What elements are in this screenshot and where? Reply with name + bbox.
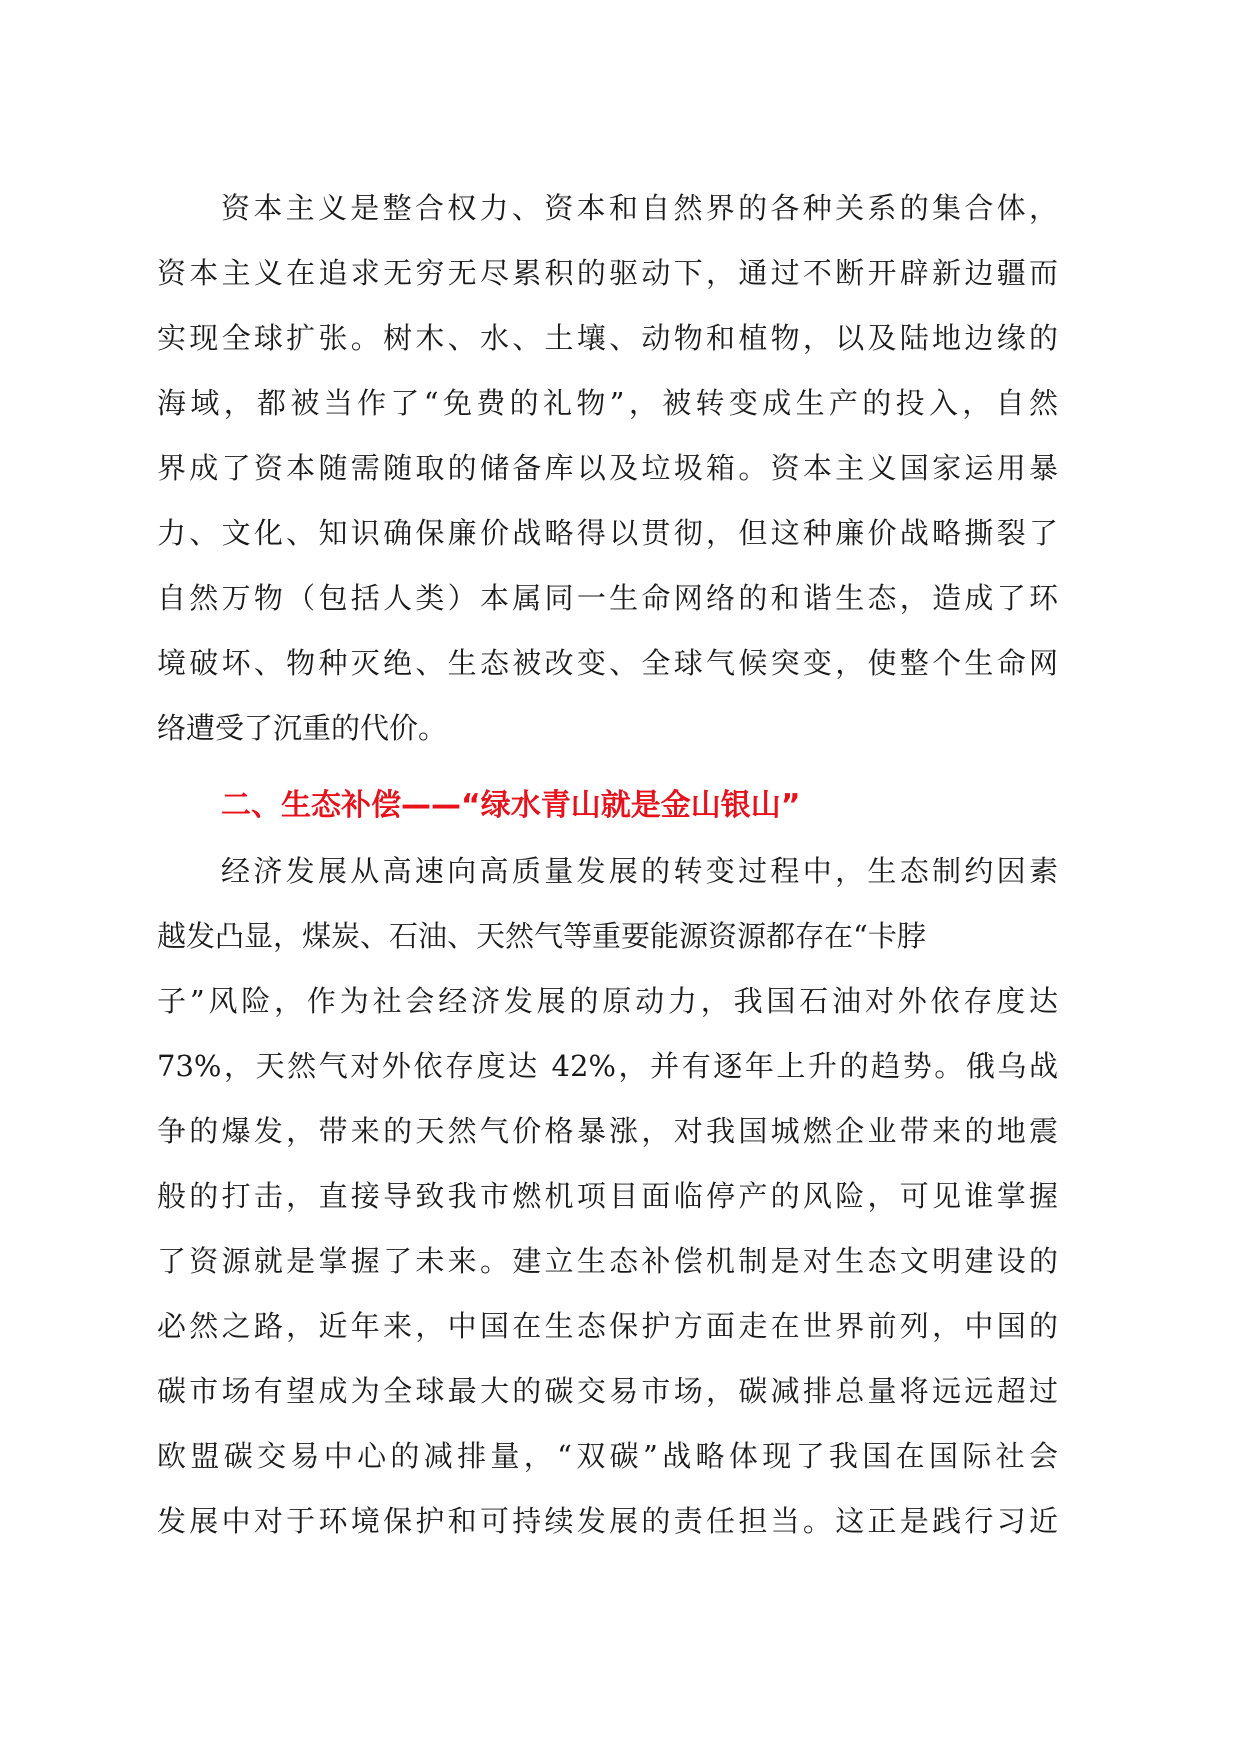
paragraph-2-line-7: 了资源就是掌握了未来。建立生态补偿机制是对生态文明建设的 — [157, 1244, 1058, 1278]
paragraph-1-line-5: 界成了资本随需随取的储备库以及垃圾箱。资本主义国家运用暴 — [157, 451, 1058, 485]
paragraph-2-line-6: 般的打击，直接导致我市燃机项目面临停产的风险，可见谁掌握 — [157, 1179, 1058, 1213]
paragraph-1-line-7: 自然万物（包括人类）本属同一生命网络的和谐生态，造成了环 — [157, 581, 1058, 615]
paragraph-1-line-9: 络遭受了沉重的代价。 — [157, 711, 448, 745]
paragraph-1-line-6: 力、文化、知识确保廉价战略得以贯彻，但这种廉价战略撕裂了 — [157, 516, 1058, 550]
paragraph-1-line-4: 海域，都被当作了“免费的礼物”，被转变成生产的投入，自然 — [157, 386, 1058, 420]
paragraph-2-line-4: 73%，天然气对外依存度达 42%，并有逐年上升的趋势。俄乌战 — [157, 1049, 1058, 1083]
paragraph-1-line-1: 资本主义是整合权力、资本和自然界的各种关系的集合体， — [221, 191, 1058, 225]
paragraph-1-line-8: 境破坏、物种灭绝、生态被改变、全球气候突变，使整个生命网 — [157, 646, 1058, 680]
paragraph-2-line-8: 必然之路，近年来，中国在生态保护方面走在世界前列，中国的 — [157, 1309, 1058, 1343]
section-heading: 二、生态补偿——“绿水青山就是金山银山” — [221, 788, 801, 823]
paragraph-2-line-2: 越发凸显，煤炭、石油、天然气等重要能源资源都存在“卡脖 — [157, 919, 926, 953]
paragraph-1-line-2: 资本主义在追求无穷无尽累积的驱动下，通过不断开辟新边疆而 — [157, 256, 1058, 290]
paragraph-2-line-10: 欧盟碳交易中心的减排量，“双碳”战略体现了我国在国际社会 — [157, 1439, 1058, 1473]
paragraph-1-line-3: 实现全球扩张。树木、水、土壤、动物和植物，以及陆地边缘的 — [157, 321, 1058, 355]
paragraph-2-line-3: 子”风险，作为社会经济发展的原动力，我国石油对外依存度达 — [157, 984, 1058, 1018]
paragraph-2-line-5: 争的爆发，带来的天然气价格暴涨，对我国城燃企业带来的地震 — [157, 1114, 1058, 1148]
paragraph-2-line-9: 碳市场有望成为全球最大的碳交易市场，碳减排总量将远远超过 — [157, 1374, 1058, 1408]
paragraph-2-line-11: 发展中对于环境保护和可持续发展的责任担当。这正是践行习近 — [157, 1504, 1058, 1538]
paragraph-2-line-1: 经济发展从高速向高质量发展的转变过程中，生态制约因素 — [221, 854, 1058, 888]
